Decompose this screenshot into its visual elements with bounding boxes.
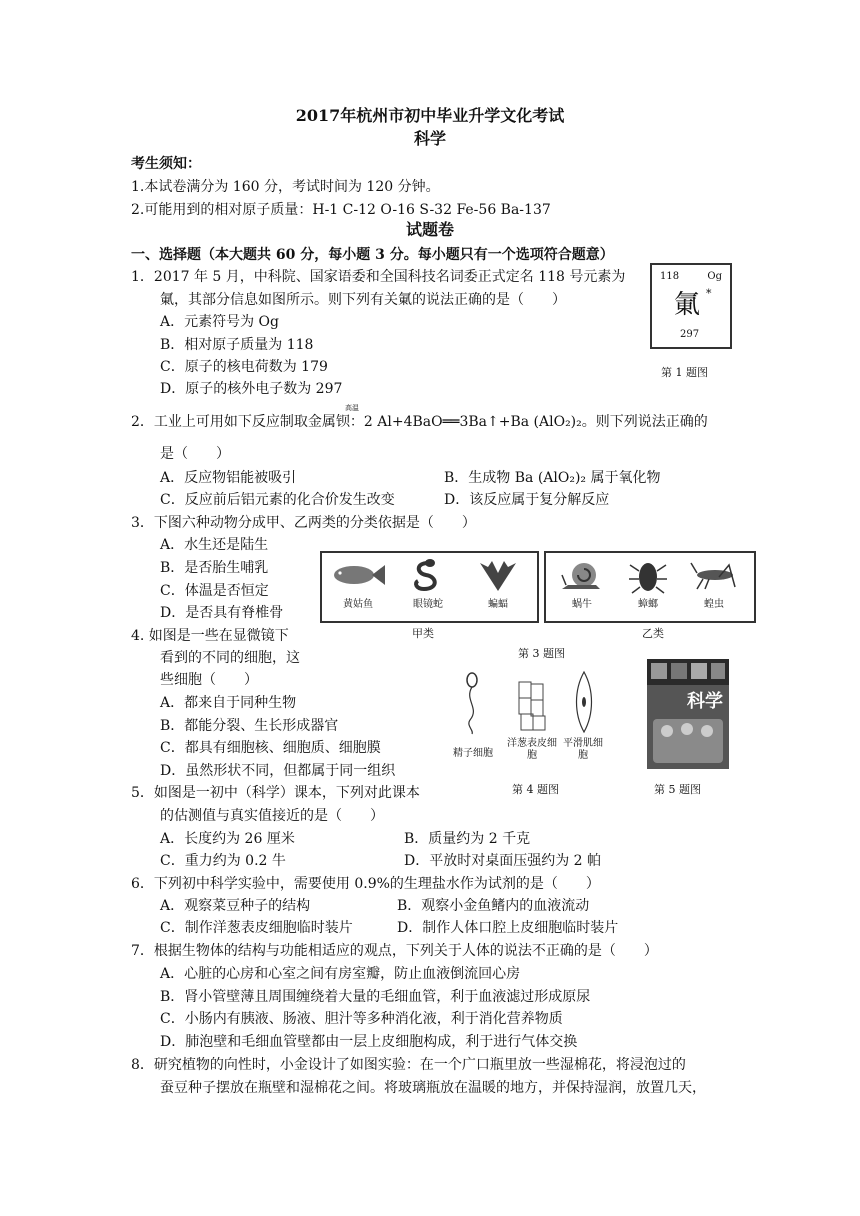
q2-option-a: A．反应物铝能被吸引 bbox=[160, 470, 297, 486]
q2-stem: 是（ ） bbox=[160, 446, 230, 462]
reaction-condition: 高温 bbox=[345, 404, 359, 412]
q6-option-d: D．制作人体口腔上皮细胞临时装片 bbox=[397, 920, 619, 936]
element-card-figure bbox=[650, 263, 732, 349]
q3-option-d: D．是否具有脊椎骨 bbox=[160, 605, 284, 621]
animal-label: 黄姑鱼 bbox=[343, 599, 373, 610]
smooth-muscle-cell-picture bbox=[572, 670, 596, 734]
element-number: 118 bbox=[660, 271, 680, 282]
q3-option-b: B．是否胎生哺乳 bbox=[160, 560, 269, 576]
group-a-label: 甲类 bbox=[412, 627, 434, 640]
textbook-picture bbox=[647, 659, 729, 769]
book-title: 科学 bbox=[687, 691, 723, 712]
q5-option-c: C．重力约为 0.2 牛 bbox=[160, 853, 286, 869]
q1-option-c: C．原子的核电荷数为 179 bbox=[160, 359, 328, 375]
q8-stem: 8．研究植物的向性时，小金设计了如图实验：在一个广口瓶里放一些湿棉花，将浸泡过的 bbox=[131, 1057, 686, 1073]
q1-option-a: A．元素符号为 Og bbox=[160, 314, 279, 330]
animal-label: 蟑螂 bbox=[638, 599, 658, 610]
snail-picture bbox=[552, 557, 612, 610]
q7-option-c: C．小肠内有胰液、肠液、胆汁等多种消化液，利于消化营养物质 bbox=[160, 1011, 563, 1027]
q4-option-a: A．都来自于同种生物 bbox=[160, 695, 297, 711]
q7-option-d: D．肺泡壁和毛细血管壁都由一层上皮细胞构成，利于进行气体交换 bbox=[160, 1034, 578, 1050]
q2-option-c: C．反应前后铝元素的化合价发生改变 bbox=[160, 492, 395, 508]
q4-figure-caption: 第 4 题图 bbox=[512, 783, 559, 796]
paper-title: 试题卷 bbox=[405, 220, 454, 239]
exam-title: 2017年杭州市初中毕业升学文化考试 bbox=[295, 106, 565, 125]
cell-label: 洋葱表皮细胞 bbox=[507, 738, 557, 761]
notice-item: 2.可能用到的相对原子质量：H-1 C-12 O-16 S-32 Fe-56 Ba-137 bbox=[131, 202, 551, 218]
q2-option-b: B．生成物 Ba (AlO₂)₂ 属于氧化物 bbox=[444, 470, 661, 486]
locust-picture bbox=[684, 557, 744, 610]
q8-stem: 蚕豆种子摆放在瓶壁和湿棉花之间。将玻璃瓶放在温暖的地方，并保持湿润，放置几天， bbox=[160, 1080, 706, 1096]
animal-group-b bbox=[544, 551, 756, 623]
q4-option-c: C．都具有细胞核、细胞质、细胞膜 bbox=[160, 740, 381, 756]
q4-stem: 看到的不同的细胞，这 bbox=[160, 650, 300, 666]
section-heading: 一、选择题（本大题共 60 分，每小题 3 分。每小题只有一个选项符合题意） bbox=[131, 247, 614, 263]
q3-option-a: A．水生还是陆生 bbox=[160, 537, 269, 553]
q2-option-d: D．该反应属于复分解反应 bbox=[444, 492, 610, 508]
sperm-cell-picture bbox=[460, 672, 484, 736]
q1-option-d: D．原子的核外电子数为 297 bbox=[160, 381, 343, 397]
q4-stem: 些细胞（ ） bbox=[160, 672, 258, 688]
q6-stem: 6．下列初中科学实验中，需要使用 0.9%的生理盐水作为试剂的是（ ） bbox=[131, 876, 600, 892]
fish-picture bbox=[328, 557, 388, 610]
group-b-label: 乙类 bbox=[642, 627, 664, 640]
notice-heading: 考生须知： bbox=[131, 156, 201, 172]
q3-stem: 3．下图六种动物分成甲、乙两类的分类依据是（ ） bbox=[131, 515, 476, 531]
q5-option-b: B．质量约为 2 千克 bbox=[404, 831, 531, 847]
animal-label: 蝗虫 bbox=[704, 599, 724, 610]
q4-stem: 4. 如图是一些在显微镜下 bbox=[131, 628, 289, 644]
q1-stem: 1．2017 年 5 月，中科院、国家语委和全国科技名词委正式定名 118 号元素为 bbox=[131, 269, 626, 285]
element-star: * bbox=[706, 287, 712, 300]
onion-cell-picture bbox=[517, 680, 547, 732]
q6-option-b: B．观察小金鱼鳍内的血液流动 bbox=[397, 898, 590, 914]
q5-figure-caption: 第 5 题图 bbox=[654, 783, 701, 796]
cobra-picture bbox=[398, 557, 458, 610]
q5-option-a: A．长度约为 26 厘米 bbox=[160, 831, 295, 847]
q3-figure-caption: 第 3 题图 bbox=[518, 647, 565, 660]
q5-option-d: D．平放时对桌面压强约为 2 帕 bbox=[404, 853, 602, 869]
cell-label: 平滑肌细胞 bbox=[563, 738, 603, 761]
animal-label: 眼镜蛇 bbox=[413, 599, 443, 610]
q1-figure-caption: 第 1 题图 bbox=[661, 366, 708, 379]
q7-option-b: B．肾小管壁薄且周围缠绕着大量的毛细血管，利于血液滤过形成原尿 bbox=[160, 989, 591, 1005]
q7-option-a: A．心脏的心房和心室之间有房室瓣，防止血液倒流回心房 bbox=[160, 966, 521, 982]
notice-item: 1.本试卷满分为 160 分，考试时间为 120 分钟。 bbox=[131, 179, 440, 195]
q4-option-d: D．虽然形状不同，但都属于同一组织 bbox=[160, 763, 396, 779]
cockroach-picture bbox=[618, 557, 678, 610]
q4-option-b: B．都能分裂、生长形成器官 bbox=[160, 718, 339, 734]
element-name: 氭 bbox=[674, 290, 701, 320]
q6-option-c: C．制作洋葱表皮细胞临时装片 bbox=[160, 920, 353, 936]
exam-subject: 科学 bbox=[413, 129, 446, 148]
q1-option-b: B．相对原子质量为 118 bbox=[160, 337, 314, 353]
element-mass: 297 bbox=[680, 329, 700, 340]
animal-label: 蝙蝠 bbox=[488, 599, 508, 610]
q5-stem: 的估测值与真实值接近的是（ ） bbox=[160, 808, 384, 824]
animal-label: 蜗牛 bbox=[572, 599, 592, 610]
cells-figure bbox=[445, 670, 615, 766]
animal-group-a bbox=[320, 551, 539, 623]
q7-stem: 7．根据生物体的结构与功能相适应的观点，下列关于人体的说法不正确的是（ ） bbox=[131, 943, 658, 959]
cell-label: 精子细胞 bbox=[453, 748, 493, 759]
q6-option-a: A．观察菜豆种子的结构 bbox=[160, 898, 311, 914]
q2-stem: 2．工业上可用如下反应制取金属钡：2 Al+4BaO══3Ba↑+Ba (AlO₂)₂。则下列说法正确的 bbox=[131, 414, 708, 430]
bat-picture bbox=[468, 557, 528, 610]
element-symbol: Og bbox=[707, 271, 722, 282]
q5-stem: 5．如图是一初中（科学）课本，下列对此课本 bbox=[131, 785, 420, 801]
q1-stem: 氭，其部分信息如图所示。则下列有关氭的说法正确的是（ ） bbox=[160, 292, 566, 308]
q3-option-c: C．体温是否恒定 bbox=[160, 583, 269, 599]
